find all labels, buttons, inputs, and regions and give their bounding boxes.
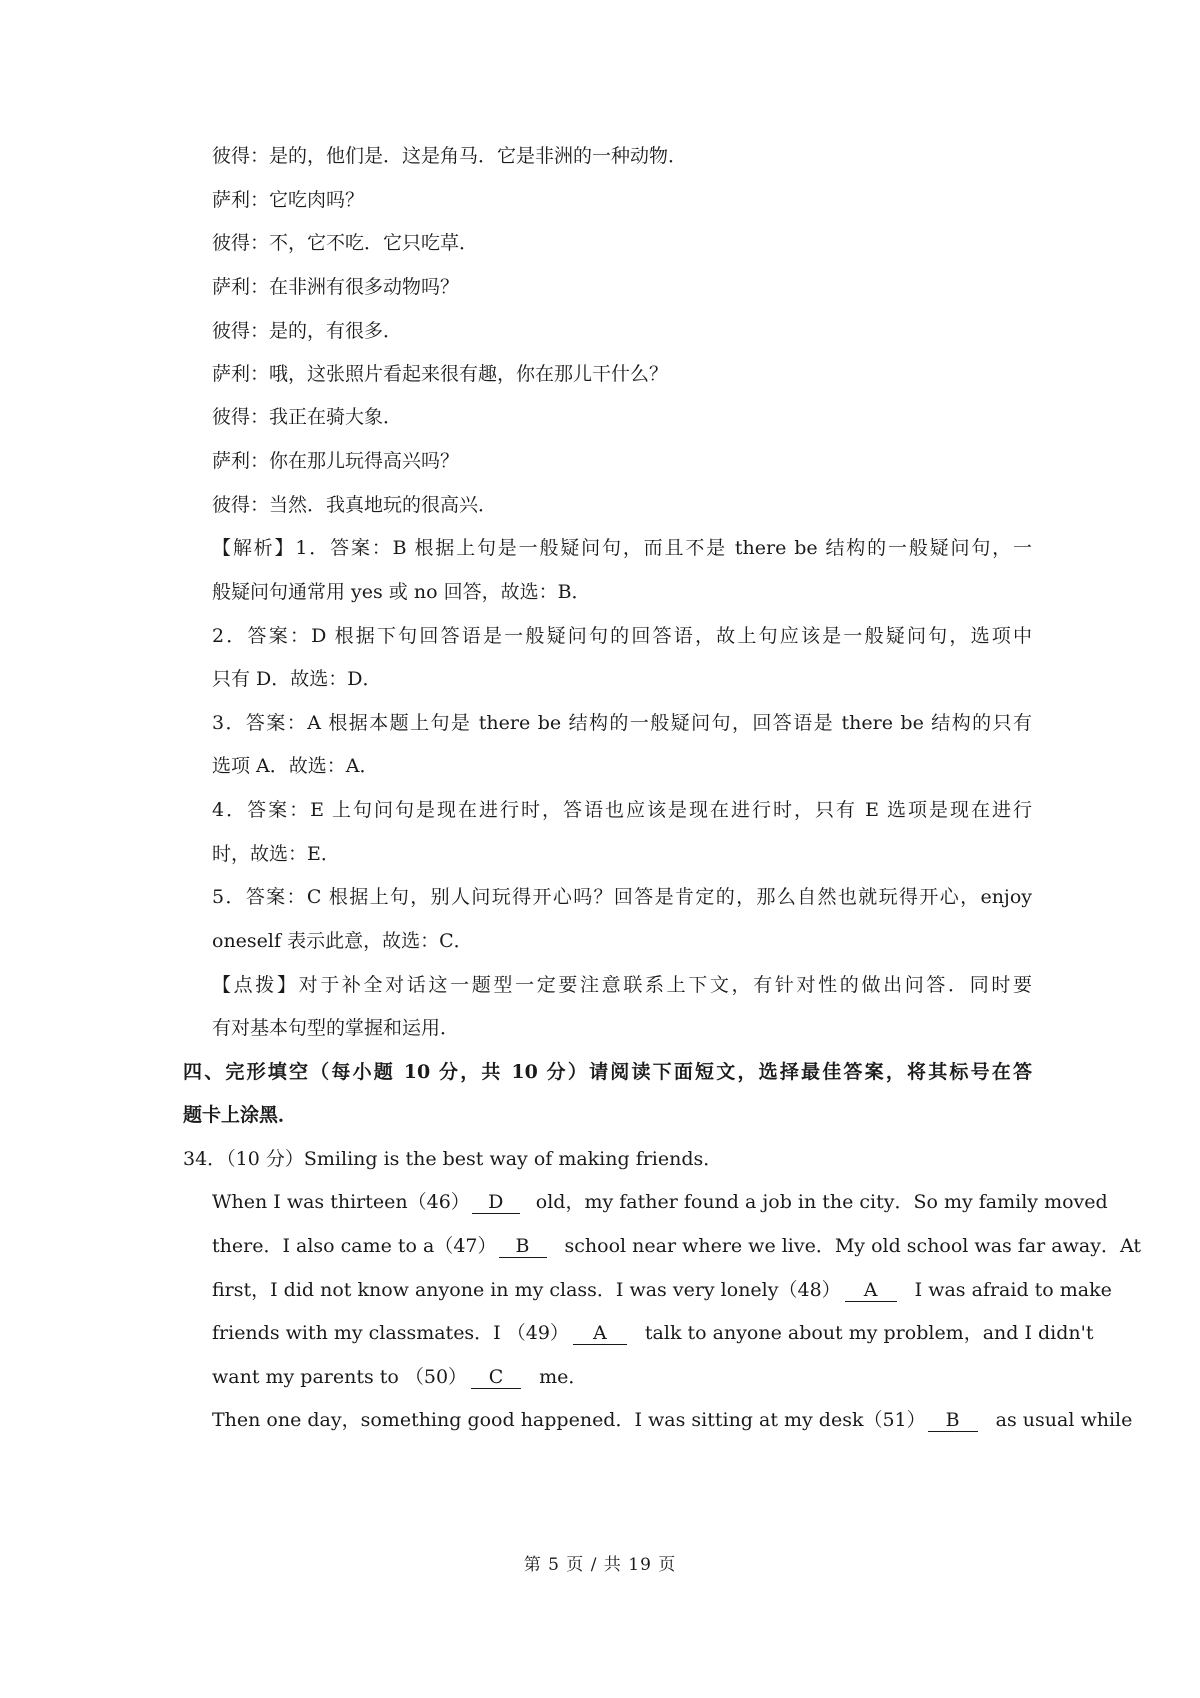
question-intro: 34．（10 分）Smiling is the best way of making friends． [183,1148,723,1170]
dialogue-line: 萨利：哦，这张照片看起来很有趣，你在那儿干什么？ [212,363,669,385]
analysis-line: 2．答案：D 根据下句回答语是一般疑问句的回答语，故上句应该是一般疑问句，选项中 [212,625,1032,647]
analysis-line: 5．答案：C 根据上句，别人问玩得开心吗？回答是肯定的，那么自然也就玩得开心，enjoy [212,886,1032,908]
answer-blank-51: B [928,1409,978,1432]
passage-line [212,1353,1032,1401]
dialogue-line: 彼得：不，它不吃．它只吃草． [212,232,479,254]
passage-text: me． [539,1366,588,1388]
passage-text: talk to anyone about my problem，and I didn't [644,1322,1094,1344]
passage-line [212,1309,1094,1357]
analysis-line: 【解析】1．答案：B 根据上句是一般疑问句，而且不是 there be 结构的一般疑问句，一 [212,537,1032,559]
passage-text: first，I did not know anyone in my class．I was very lonely（48） [212,1279,841,1301]
passage-line [212,1266,1112,1314]
analysis-line: 选项 A．故选：A． [212,755,379,777]
passage-line [212,1222,1141,1270]
answer-blank-48: A [845,1279,897,1302]
answer-blank-47: B [499,1235,547,1258]
passage-text: as usual while [995,1409,1133,1431]
analysis-line: 只有 D．故选：D． [212,668,382,690]
section-heading: 四、完形填空（每小题 10 分，共 10 分）请阅读下面短文，选择最佳答案，将其标号在答 [183,1061,1032,1083]
section-heading: 题卡上涂黑． [183,1104,298,1126]
passage-line [212,1396,1133,1444]
passage-text: Then one day，something good happened．I was sitting at my desk（51） [212,1409,926,1431]
tip-line: 【点拨】对于补全对话这一题型一定要注意联系上下文，有针对性的做出问答．同时要 [212,974,1032,996]
analysis-line: 时，故选：E． [212,843,340,865]
passage-text: there．I also came to a（47） [212,1235,497,1257]
dialogue-line: 萨利：它吃肉吗？ [212,189,365,211]
page-number: 第 5 页 / 共 19 页 [523,1555,677,1575]
dialogue-line: 萨利：你在那儿玩得高兴吗？ [212,450,460,472]
analysis-line: oneself 表示此意，故选：C． [212,930,473,952]
passage-text: I was afraid to make [914,1279,1112,1301]
answer-blank-49: A [573,1322,627,1345]
passage-text: When I was thirteen（46） [212,1191,470,1213]
dialogue-line: 彼得：是的，有很多． [212,320,403,342]
dialogue-line: 萨利：在非洲有很多动物吗？ [212,276,460,298]
dialogue-line: 彼得：当然．我真地玩的很高兴． [212,494,498,516]
answer-blank-46: D [472,1191,520,1214]
answer-blank-50: C [471,1366,521,1389]
tip-line: 有对基本句型的掌握和运用． [212,1017,460,1039]
dialogue-line: 彼得：是的，他们是．这是角马．它是非洲的一种动物． [212,145,688,167]
analysis-line: 般疑问句通常用 yes 或 no 回答，故选：B． [212,581,591,603]
analysis-line: 4．答案：E 上句问句是现在进行时，答语也应该是现在进行时，只有 E 选项是现在进行 [212,799,1032,821]
passage-line [212,1178,1108,1226]
passage-text: school near where we live．My old school was far away．At [564,1235,1141,1257]
dialogue-line: 彼得：我正在骑大象． [212,406,403,428]
analysis-line: 3．答案：A 根据本题上句是 there be 结构的一般疑问句，回答语是 there be 结构的只有 [212,712,1032,734]
passage-text: friends with my classmates．I （49） [212,1322,569,1344]
passage-text: old，my father found a job in the city．So my family moved [535,1191,1108,1213]
passage-text: want my parents to （50） [212,1366,468,1388]
